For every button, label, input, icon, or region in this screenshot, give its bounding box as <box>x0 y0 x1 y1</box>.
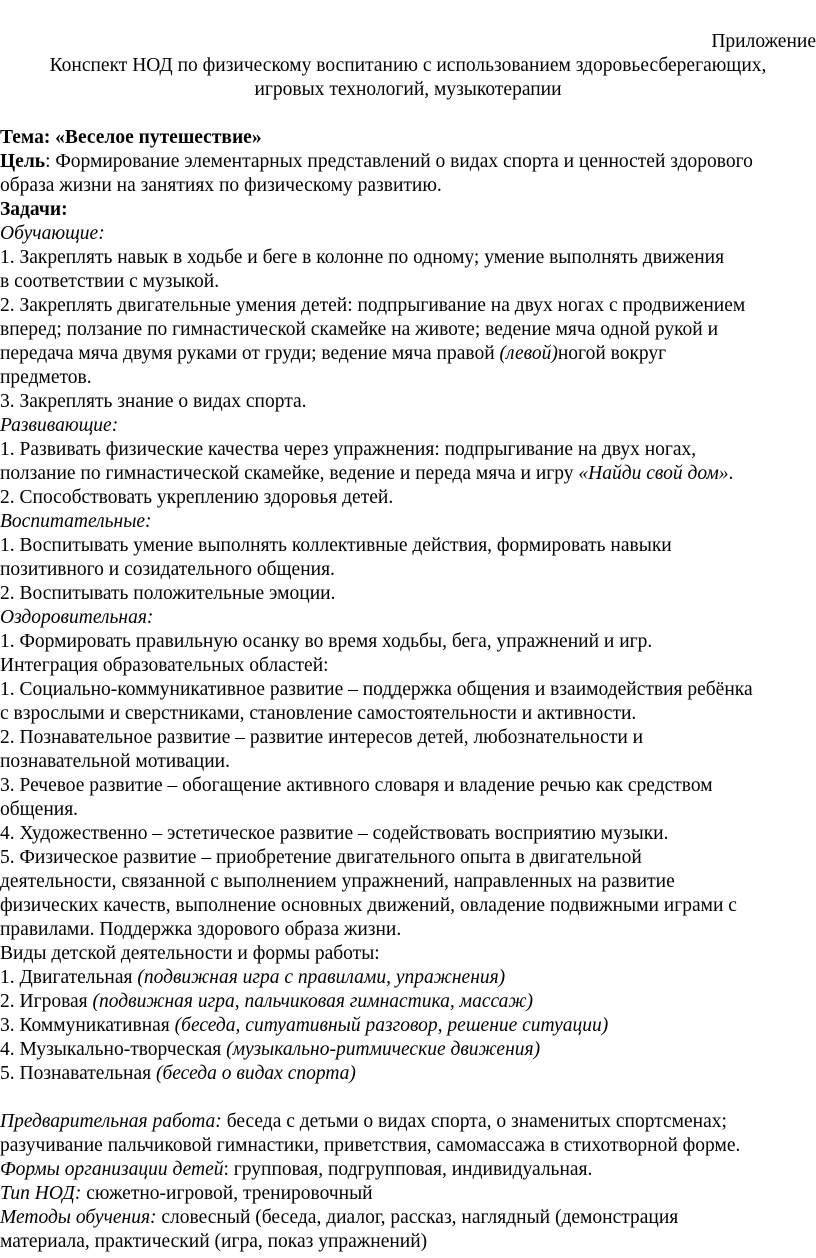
methods-label: Методы обучения: <box>0 1207 157 1228</box>
type-line <box>0 1182 816 1206</box>
learning-heading: Обучающие: <box>0 223 105 244</box>
prep-label: Предварительная работа: <box>0 1111 222 1132</box>
learning-line-5-text: передача мяча двумя руками от груди; ведение мяча правой <box>0 343 500 364</box>
health-heading: Оздоровительная: <box>0 607 154 628</box>
topic-heading: Тема: «Веселое путешествие» <box>0 127 262 148</box>
goal-text: : Формирование элементарных представлений о видах спорта и ценностей здорового <box>45 151 753 172</box>
tasks-heading: Задачи: <box>0 199 68 220</box>
forms-label: Формы организации детей <box>0 1159 224 1180</box>
methods-line-1 <box>0 1206 816 1230</box>
forms-text: : групповая, подгрупповая, индивидуальная. <box>223 1159 593 1180</box>
goal-label: Цель <box>0 151 46 172</box>
integration-heading: Интеграция образовательных областей: <box>0 655 329 676</box>
forms-line <box>0 1158 816 1182</box>
activity-item <box>0 1062 816 1086</box>
activities-heading: Виды детской деятельности и формы работы: <box>0 943 380 964</box>
activity-forms: (подвижная игра с правилами, упражнения) <box>137 967 506 988</box>
activity-name: 4. Музыкально-творческая <box>0 1039 227 1060</box>
integration-line-3: 2. Познавательное развитие – развитие интересов детей, любознательности и <box>0 727 644 748</box>
developing-line-2-end: . <box>728 463 734 484</box>
integration-line-2: с взрослыми и сверстниками, становление самостоятельности и активности. <box>0 703 637 724</box>
prep-text: беседа с детьми о видах спорта, о знаменитых спортсменах; <box>221 1111 727 1132</box>
learning-line-5-end: ногой вокруг <box>557 343 667 364</box>
learning-line-2: в соответствии с музыкой. <box>0 271 220 292</box>
educational-heading: Воспитательные: <box>0 511 152 532</box>
integration-line-11: правилами. Поддержка здорового образа жизни. <box>0 919 402 940</box>
activity-name: 2. Игровая <box>0 991 93 1012</box>
developing-line-1: 1. Развивать физические качества через упражнения: подпрыгивание на двух ногах, <box>0 439 697 460</box>
activity-name: 5. Познавательная <box>0 1063 156 1084</box>
document-title-line-2: игровых технологий, музыкотерапии <box>254 79 562 100</box>
document-title-line-1: Конспект НОД по физическому воспитанию с использованием здоровьесберегающих, <box>49 55 767 76</box>
appendix-label: Приложение <box>711 31 816 52</box>
educational-line-2: позитивного и созидательного общения. <box>0 559 335 580</box>
activity-forms: (подвижная игра, пальчиковая гимнастика, массаж) <box>92 991 534 1012</box>
activity-forms: (беседа о видах спорта) <box>155 1063 356 1084</box>
integration-line-5: 3. Речевое развитие – обогащение активного словаря и владение речью как средством <box>0 775 713 796</box>
type-text: сюжетно-игровой, тренировочный <box>81 1183 373 1204</box>
activity-forms: (музыкально-ритмические движения) <box>226 1039 541 1060</box>
prep-line-2: разучивание пальчиковой гимнастики, приветствия, самомассажа в стихотворной форме. <box>0 1135 741 1156</box>
integration-line-1: 1. Социально-коммуникативное развитие – поддержка общения и взаимодействия ребёнка <box>0 679 753 700</box>
learning-line-7: 3. Закреплять знание о видах спорта. <box>0 391 307 412</box>
activity-name: 1. Двигательная <box>0 967 138 988</box>
methods-line-2: материала, практический (игра, показ упражнений) <box>0 1231 428 1252</box>
goal-line-2: образа жизни на занятиях по физическому развитию. <box>0 175 442 196</box>
goal-line-1 <box>0 150 816 174</box>
developing-line-3: 2. Способствовать укреплению здоровья детей. <box>0 487 394 508</box>
integration-line-6: общения. <box>0 799 79 820</box>
developing-heading: Развивающие: <box>0 415 119 436</box>
activity-item <box>0 1014 816 1038</box>
activity-item <box>0 966 816 990</box>
learning-line-5 <box>0 342 816 366</box>
educational-line-3: 2. Воспитывать положительные эмоции. <box>0 583 336 604</box>
activity-item <box>0 990 816 1014</box>
learning-line-4: вперед; ползание по гимнастической скамейке на животе; ведение мяча одной рукой и <box>0 319 719 340</box>
learning-line-5-italic: (левой) <box>499 343 558 364</box>
integration-line-9: деятельности, связанной с выполнением упражнений, направленных на развитие <box>0 871 675 892</box>
activity-forms: (беседа, ситуативный разговор, решение ситуации) <box>174 1015 609 1036</box>
learning-line-6: предметов. <box>0 367 92 388</box>
developing-line-2-text: ползание по гимнастической скамейке, ведение и переда мяча и игру <box>0 463 579 484</box>
health-line-1: 1. Формировать правильную осанку во время ходьбы, бега, упражнений и игр. <box>0 631 653 652</box>
game-name: «Найди свой дом» <box>578 463 729 484</box>
integration-line-8: 5. Физическое развитие – приобретение двигательного опыта в двигательной <box>0 847 642 868</box>
learning-line-1: 1. Закреплять навык в ходьбе и беге в колонне по одному; умение выполнять движения <box>0 247 725 268</box>
integration-line-4: познавательной мотивации. <box>0 751 230 772</box>
learning-line-3: 2. Закреплять двигательные умения детей: подпрыгивание на двух ногах с продвижением <box>0 295 746 316</box>
type-label: Тип НОД: <box>0 1183 82 1204</box>
integration-line-7: 4. Художественно – эстетическое развитие – содействовать восприятию музыки. <box>0 823 669 844</box>
developing-line-2 <box>0 462 816 486</box>
prep-line-1 <box>0 1110 816 1134</box>
educational-line-1: 1. Воспитывать умение выполнять коллективные действия, формировать навыки <box>0 535 672 556</box>
integration-line-10: физических качеств, выполнение основных движений, овладение подвижными играми с <box>0 895 737 916</box>
methods-text: словесный (беседа, диалог, рассказ, наглядный (демонстрация <box>156 1207 679 1228</box>
activity-item <box>0 1038 816 1062</box>
activity-name: 3. Коммуникативная <box>0 1015 175 1036</box>
